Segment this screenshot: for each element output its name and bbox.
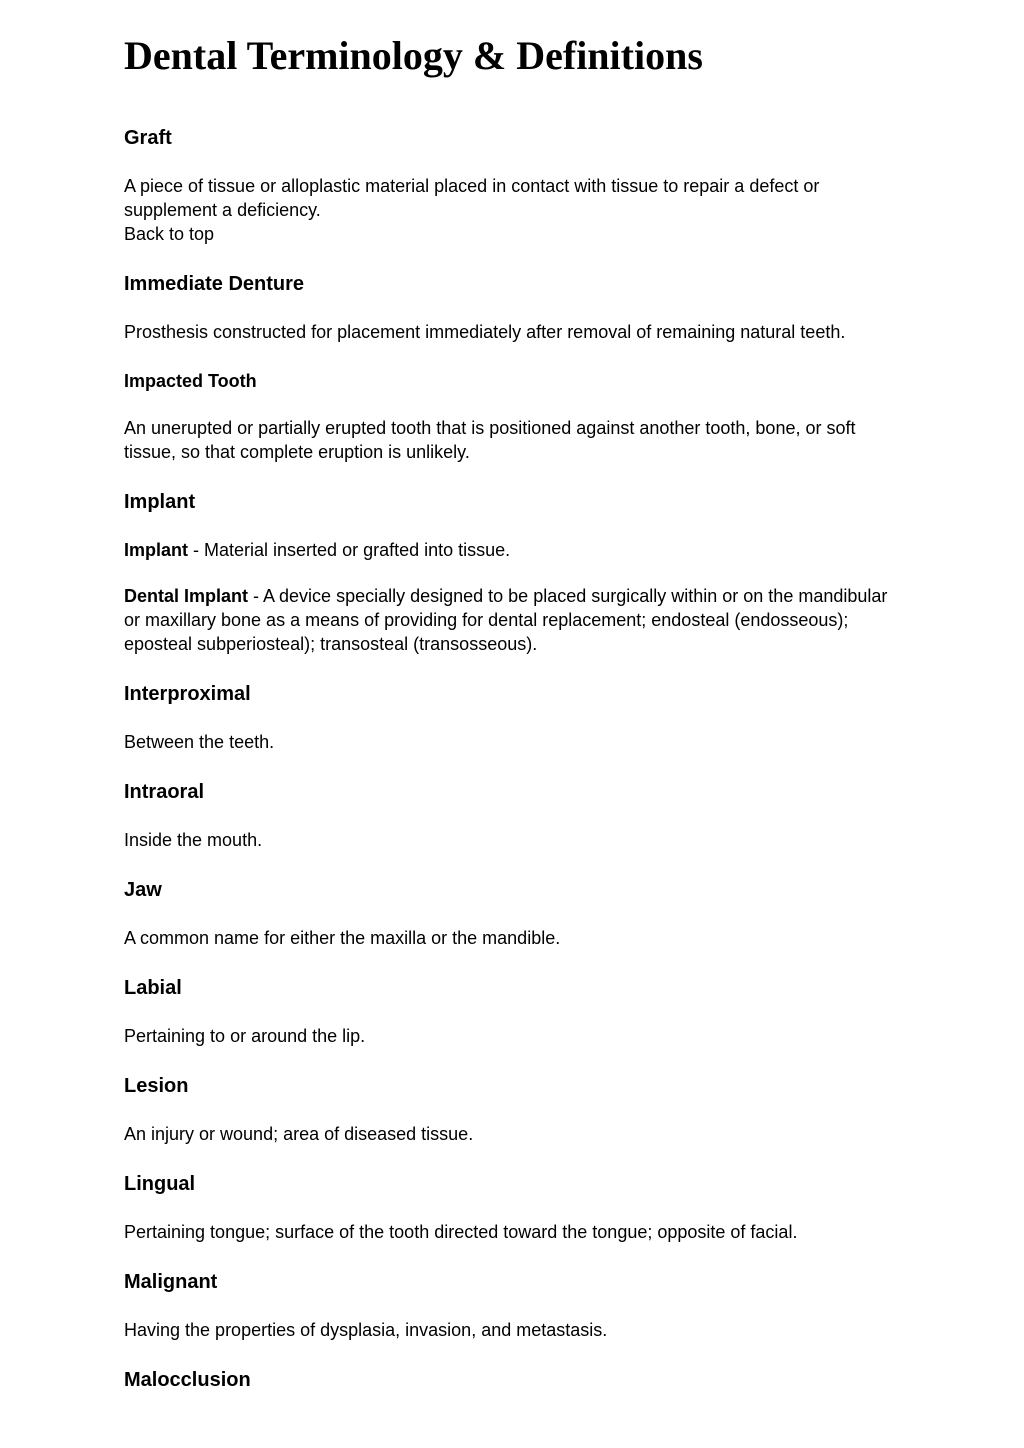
glossary-entry-graft (124, 124, 904, 246)
term-definition: An injury or wound; area of diseased tissue. (124, 1124, 474, 1144)
back-to-top-link[interactable]: Back to top (124, 224, 215, 244)
term-heading: Impacted Tooth (124, 371, 257, 391)
glossary-entry-impacted-tooth (124, 368, 904, 464)
page-title: Dental Terminology & Definitions (124, 33, 703, 78)
term-heading: Malocclusion (124, 1369, 251, 1391)
term-heading: Interproximal (124, 683, 251, 705)
glossary-entry-labial (124, 974, 904, 1048)
inline-term: Implant (124, 540, 189, 560)
glossary-entry-malocclusion (124, 1366, 904, 1394)
term-definition-dental-implant (124, 584, 904, 656)
term-definition-implant (124, 538, 904, 562)
term-definition: A piece of tissue or alloplastic material placed in contact with tissue to repair a defect or supplement a deficiency. (124, 176, 820, 220)
term-heading: Lingual (124, 1173, 196, 1195)
inline-definition: - A device specially designed to be placed surgically within or on the mandibular or maxillary bone as a means of providing for dental replacement; endosteal (endosseous); eposteal subperiosteal); transosteal (transosseous). (124, 586, 888, 654)
glossary-entry-jaw (124, 876, 904, 950)
term-heading: Intraoral (124, 781, 205, 803)
term-definition: Inside the mouth. (124, 830, 263, 850)
inline-definition: - Material inserted or grafted into tissue. (188, 540, 511, 560)
term-heading: Implant (124, 491, 196, 513)
term-definition: A common name for either the maxilla or the mandible. (124, 928, 561, 948)
term-definition: Between the teeth. (124, 732, 275, 752)
term-definition: Prosthesis constructed for placement immediately after removal of remaining natural teeth. (124, 322, 846, 342)
inline-term: Dental Implant (124, 586, 249, 606)
term-definition: Pertaining tongue; surface of the tooth directed toward the tongue; opposite of facial. (124, 1222, 798, 1242)
term-heading: Graft (124, 127, 172, 149)
glossary-entry-implant (124, 488, 904, 656)
term-definition: Pertaining to or around the lip. (124, 1026, 366, 1046)
term-definition: Having the properties of dysplasia, invasion, and metastasis. (124, 1320, 608, 1340)
glossary-entry-interproximal (124, 680, 904, 754)
term-heading: Malignant (124, 1271, 218, 1293)
term-definition: An unerupted or partially erupted tooth that is positioned against another tooth, bone, or soft tissue, so that complete eruption is unlikely. (124, 418, 856, 462)
term-heading: Lesion (124, 1075, 189, 1097)
glossary-entry-malignant (124, 1268, 904, 1342)
glossary-entry-lesion (124, 1072, 904, 1146)
glossary-entry-immediate-denture (124, 270, 904, 344)
glossary-entry-intraoral (124, 778, 904, 852)
glossary-list (124, 124, 904, 1394)
term-heading: Jaw (124, 879, 162, 901)
term-heading: Immediate Denture (124, 273, 305, 295)
glossary-entry-lingual (124, 1170, 904, 1244)
term-heading: Labial (124, 977, 182, 999)
